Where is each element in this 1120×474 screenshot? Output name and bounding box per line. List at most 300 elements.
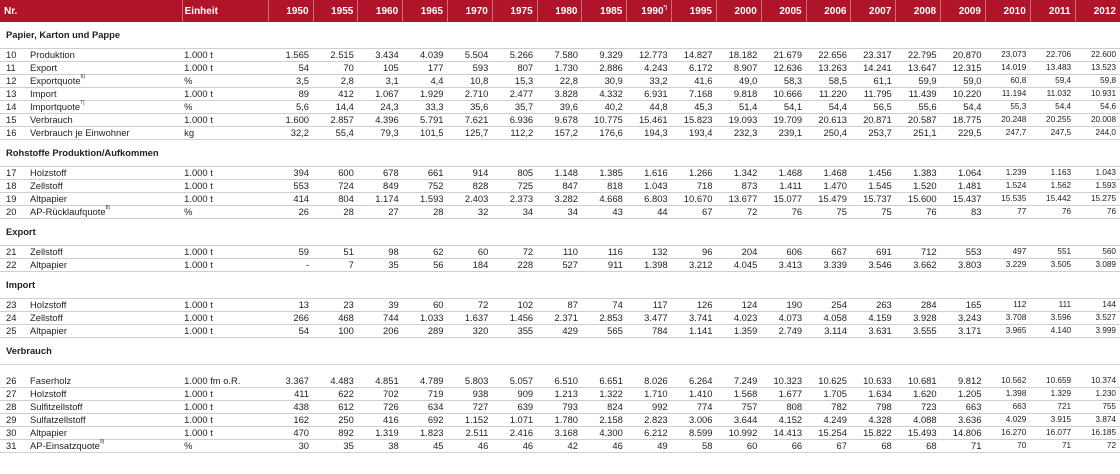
- value-cell: 68: [851, 440, 896, 453]
- value-cell: 527: [537, 259, 582, 272]
- value-cell: 247,7: [985, 127, 1030, 140]
- value-cell: 23: [313, 299, 358, 312]
- row-number: 31: [0, 440, 30, 453]
- value-cell: 247,5: [1030, 127, 1075, 140]
- value-cell: 6.172: [672, 62, 717, 75]
- value-cell: 45,3: [672, 101, 717, 114]
- value-cell: 68: [896, 440, 941, 453]
- header-year: 2006: [806, 0, 851, 22]
- row-label: Faserholz: [30, 375, 182, 388]
- value-cell: 744: [358, 312, 403, 325]
- value-cell: 20.587: [896, 114, 941, 127]
- value-cell: 4.088: [896, 414, 941, 427]
- value-cell: 10.374: [1075, 375, 1120, 388]
- header-year: 1990*): [627, 0, 672, 22]
- row-number: 25: [0, 325, 30, 338]
- row-number: 26: [0, 375, 30, 388]
- row-unit: 1.000 t: [182, 62, 268, 75]
- row-unit: 1.000 t: [182, 259, 268, 272]
- row-label: AP-Rücklaufquote$^{8)}$: [30, 206, 182, 219]
- value-cell: 721: [1030, 401, 1075, 414]
- footnote-marker: 8): [105, 205, 111, 211]
- row-label: AP-Einsatzquote$^{9)}$: [30, 440, 182, 453]
- value-cell: 11.220: [806, 88, 851, 101]
- value-cell: 5.266: [492, 49, 537, 62]
- table-row: [0, 101, 1120, 114]
- value-cell: 3,5: [268, 75, 313, 88]
- value-cell: 229,5: [941, 127, 986, 140]
- value-cell: 1.562: [1030, 180, 1075, 193]
- value-cell: 165: [941, 299, 986, 312]
- row-number: 29: [0, 414, 30, 427]
- value-cell: 1.929: [403, 88, 448, 101]
- value-cell: 58,3: [761, 75, 806, 88]
- value-cell: 16.185: [1075, 427, 1120, 440]
- header-year: 1975: [492, 0, 537, 22]
- value-cell: 2.403: [448, 193, 493, 206]
- value-cell: 15.823: [672, 114, 717, 127]
- row-number: 16: [0, 127, 30, 140]
- value-cell: 30,9: [582, 75, 627, 88]
- value-cell: 702: [358, 388, 403, 401]
- value-cell: 4.332: [582, 88, 627, 101]
- table-row: [0, 88, 1120, 101]
- value-cell: 6.212: [627, 427, 672, 440]
- value-cell: 3.631: [851, 325, 896, 338]
- value-cell: 35,7: [492, 101, 537, 114]
- value-cell: 59: [268, 246, 313, 259]
- value-cell: 4.058: [806, 312, 851, 325]
- value-cell: 79,3: [358, 127, 403, 140]
- value-cell: 4.300: [582, 427, 627, 440]
- value-cell: 2.749: [761, 325, 806, 338]
- value-cell: 228: [492, 259, 537, 272]
- value-cell: 1.470: [806, 180, 851, 193]
- value-cell: 101,5: [403, 127, 448, 140]
- value-cell: 32: [448, 206, 493, 219]
- row-label: Sulfatzellstoff: [30, 414, 182, 427]
- value-cell: 663: [985, 401, 1030, 414]
- value-cell: 22.706: [1030, 49, 1075, 62]
- value-cell: 992: [627, 401, 672, 414]
- value-cell: 470: [268, 427, 313, 440]
- value-cell: 4.140: [1030, 325, 1075, 338]
- row-unit: %: [182, 206, 268, 219]
- value-cell: 10.659: [1030, 375, 1075, 388]
- table-row: [0, 427, 1120, 440]
- row-unit: 1.000 t: [182, 325, 268, 338]
- table-row: [0, 62, 1120, 75]
- value-cell: 71: [941, 440, 986, 453]
- value-cell: 33,2: [627, 75, 672, 88]
- row-number: 24: [0, 312, 30, 325]
- value-cell: 1.730: [537, 62, 582, 75]
- value-cell: 43: [582, 206, 627, 219]
- table-row: [0, 440, 1120, 453]
- row-unit: 1.000 fm o.R.: [182, 375, 268, 388]
- value-cell: 782: [806, 401, 851, 414]
- value-cell: 89: [268, 88, 313, 101]
- value-cell: 1.637: [448, 312, 493, 325]
- value-cell: 600: [313, 167, 358, 180]
- value-cell: 251,1: [896, 127, 941, 140]
- value-cell: 13: [268, 299, 313, 312]
- row-label: Verbrauch: [30, 114, 182, 127]
- value-cell: 725: [492, 180, 537, 193]
- value-cell: 19.709: [761, 114, 806, 127]
- value-cell: 824: [582, 401, 627, 414]
- value-cell: 8.026: [627, 375, 672, 388]
- value-cell: 15.461: [627, 114, 672, 127]
- value-cell: 10.992: [716, 427, 761, 440]
- table-row: [0, 180, 1120, 193]
- value-cell: 13.677: [716, 193, 761, 206]
- footnote-marker: 6): [80, 74, 86, 80]
- value-cell: 4.152: [761, 414, 806, 427]
- header-year: 1970: [448, 0, 493, 22]
- value-cell: 30: [268, 440, 313, 453]
- value-cell: 51: [313, 246, 358, 259]
- value-cell: 497: [985, 246, 1030, 259]
- value-cell: 1.071: [492, 414, 537, 427]
- value-cell: 67: [672, 206, 717, 219]
- value-cell: 22.600: [1075, 49, 1120, 62]
- value-cell: 24,3: [358, 101, 403, 114]
- value-cell: 1.780: [537, 414, 582, 427]
- value-cell: 6.510: [537, 375, 582, 388]
- value-cell: 4.243: [627, 62, 672, 75]
- value-cell: 54: [268, 325, 313, 338]
- value-cell: 55,6: [896, 101, 941, 114]
- row-label: Altpapier: [30, 325, 182, 338]
- value-cell: 3.006: [672, 414, 717, 427]
- value-cell: 100: [313, 325, 358, 338]
- row-unit: 1.000 t: [182, 246, 268, 259]
- value-cell: 14.241: [851, 62, 896, 75]
- value-cell: 15.493: [896, 427, 941, 440]
- row-label: Import: [30, 88, 182, 101]
- value-cell: 75: [851, 206, 896, 219]
- value-cell: 914: [448, 167, 493, 180]
- value-cell: 54,6: [1075, 101, 1120, 114]
- value-cell: 718: [672, 180, 717, 193]
- value-cell: 3.803: [941, 259, 986, 272]
- value-cell: 14.806: [941, 427, 986, 440]
- value-cell: 15.442: [1030, 193, 1075, 206]
- value-cell: 112: [985, 299, 1030, 312]
- value-cell: 4.396: [358, 114, 403, 127]
- row-label: Verbrauch je Einwohner: [30, 127, 182, 140]
- value-cell: 87: [537, 299, 582, 312]
- value-cell: 593: [448, 62, 493, 75]
- section-row: [0, 22, 1120, 49]
- row-unit: 1.000 t: [182, 180, 268, 193]
- value-cell: 4.159: [851, 312, 896, 325]
- row-unit: 1.000 t: [182, 312, 268, 325]
- value-cell: 54: [268, 62, 313, 75]
- row-number: 27: [0, 388, 30, 401]
- header-year: 1965: [403, 0, 448, 22]
- row-unit: 1.000 t: [182, 114, 268, 127]
- table-header-row: [0, 0, 1120, 22]
- value-cell: 8.599: [672, 427, 717, 440]
- value-cell: 10.931: [1075, 88, 1120, 101]
- value-cell: 3.171: [941, 325, 986, 338]
- value-cell: 774: [672, 401, 717, 414]
- value-cell: 8.907: [716, 62, 761, 75]
- value-cell: 3.114: [806, 325, 851, 338]
- value-cell: 1.067: [358, 88, 403, 101]
- value-cell: 3.662: [896, 259, 941, 272]
- value-cell: 19.093: [716, 114, 761, 127]
- value-cell: 289: [403, 325, 448, 338]
- value-cell: 4.045: [716, 259, 761, 272]
- value-cell: 105: [358, 62, 403, 75]
- value-cell: 892: [313, 427, 358, 440]
- value-cell: 3.282: [537, 193, 582, 206]
- value-cell: 1.064: [941, 167, 986, 180]
- value-cell: 10.625: [806, 375, 851, 388]
- value-cell: 33,3: [403, 101, 448, 114]
- value-cell: 1.568: [716, 388, 761, 401]
- row-number: 15: [0, 114, 30, 127]
- row-label: Altpapier: [30, 193, 182, 206]
- value-cell: 15.600: [896, 193, 941, 206]
- value-cell: 1.410: [672, 388, 717, 401]
- value-cell: 14,4: [313, 101, 358, 114]
- table-row: [0, 259, 1120, 272]
- value-cell: 612: [313, 401, 358, 414]
- value-cell: 1.385: [582, 167, 627, 180]
- value-cell: 11.439: [896, 88, 941, 101]
- value-cell: 663: [941, 401, 986, 414]
- value-cell: 4.039: [403, 49, 448, 62]
- value-cell: 798: [851, 401, 896, 414]
- value-cell: 112,2: [492, 127, 537, 140]
- value-cell: 62: [403, 246, 448, 259]
- value-cell: 46: [448, 440, 493, 453]
- value-cell: 849: [358, 180, 403, 193]
- value-cell: 719: [403, 388, 448, 401]
- value-cell: 2.515: [313, 49, 358, 62]
- value-cell: 250,4: [806, 127, 851, 140]
- value-cell: 22,8: [537, 75, 582, 88]
- row-unit: kg: [182, 127, 268, 140]
- value-cell: 3.212: [672, 259, 717, 272]
- value-cell: 72: [1075, 440, 1120, 453]
- value-cell: 2.158: [582, 414, 627, 427]
- value-cell: 553: [941, 246, 986, 259]
- value-cell: 20.871: [851, 114, 896, 127]
- value-cell: 23.073: [985, 49, 1030, 62]
- row-label: Holzstoff: [30, 388, 182, 401]
- row-unit: 1.000 t: [182, 193, 268, 206]
- value-cell: 3.477: [627, 312, 672, 325]
- value-cell: 49,0: [716, 75, 761, 88]
- value-cell: 1.456: [851, 167, 896, 180]
- value-cell: 124: [716, 299, 761, 312]
- table-row: [0, 312, 1120, 325]
- value-cell: 1.043: [1075, 167, 1120, 180]
- section-title: Verbrauch: [0, 338, 1120, 365]
- header-year: 1955: [313, 0, 358, 22]
- value-cell: 59,4: [1030, 75, 1075, 88]
- header-year: 2007: [851, 0, 896, 22]
- value-cell: 206: [358, 325, 403, 338]
- value-cell: 10.670: [672, 193, 717, 206]
- value-cell: 5.057: [492, 375, 537, 388]
- value-cell: 10.562: [985, 375, 1030, 388]
- value-cell: 15.275: [1075, 193, 1120, 206]
- value-cell: 54,4: [941, 101, 986, 114]
- value-cell: 177: [403, 62, 448, 75]
- value-cell: 20.613: [806, 114, 851, 127]
- value-cell: 3.828: [537, 88, 582, 101]
- value-cell: 1.152: [448, 414, 493, 427]
- value-cell: 1.616: [627, 167, 672, 180]
- header-year: 1960: [358, 0, 403, 22]
- value-cell: 42: [537, 440, 582, 453]
- row-label: Zellstoff: [30, 246, 182, 259]
- value-cell: 3.505: [1030, 259, 1075, 272]
- row-unit: 1.000 t: [182, 88, 268, 101]
- value-cell: 13.523: [1075, 62, 1120, 75]
- value-cell: 3,1: [358, 75, 403, 88]
- row-number: 11: [0, 62, 30, 75]
- value-cell: 284: [896, 299, 941, 312]
- value-cell: 5.803: [448, 375, 493, 388]
- value-cell: -: [268, 259, 313, 272]
- value-cell: 39,6: [537, 101, 582, 114]
- value-cell: 1.205: [941, 388, 986, 401]
- value-cell: 2.710: [448, 88, 493, 101]
- value-cell: 26: [268, 206, 313, 219]
- row-unit: 1.000 t: [182, 167, 268, 180]
- value-cell: 2.853: [582, 312, 627, 325]
- value-cell: 7: [313, 259, 358, 272]
- header-year: 2009: [941, 0, 986, 22]
- value-cell: 1.359: [716, 325, 761, 338]
- row-number: 20: [0, 206, 30, 219]
- value-cell: 1.411: [761, 180, 806, 193]
- value-cell: 1.524: [985, 180, 1030, 193]
- value-cell: 60: [403, 299, 448, 312]
- value-cell: 1.043: [627, 180, 672, 193]
- value-cell: 9.678: [537, 114, 582, 127]
- value-cell: 757: [716, 401, 761, 414]
- value-cell: 96: [672, 246, 717, 259]
- value-cell: 2.371: [537, 312, 582, 325]
- value-cell: 468: [313, 312, 358, 325]
- value-cell: 1.383: [896, 167, 941, 180]
- value-cell: 553: [268, 180, 313, 193]
- value-cell: 16.270: [985, 427, 1030, 440]
- value-cell: 44: [627, 206, 672, 219]
- value-cell: 667: [806, 246, 851, 259]
- value-cell: 125,7: [448, 127, 493, 140]
- value-cell: 15.077: [761, 193, 806, 206]
- header-year: 2008: [896, 0, 941, 22]
- value-cell: 20.008: [1075, 114, 1120, 127]
- table-row: [0, 114, 1120, 127]
- value-cell: 14.019: [985, 62, 1030, 75]
- row-label: Produktion: [30, 49, 182, 62]
- value-cell: 1.033: [403, 312, 448, 325]
- value-cell: 1.481: [941, 180, 986, 193]
- value-cell: 1.468: [761, 167, 806, 180]
- value-cell: 22.656: [806, 49, 851, 62]
- row-label: Altpapier: [30, 259, 182, 272]
- value-cell: 6.936: [492, 114, 537, 127]
- value-cell: 727: [448, 401, 493, 414]
- value-cell: 102: [492, 299, 537, 312]
- value-cell: 28: [313, 206, 358, 219]
- value-cell: 438: [268, 401, 313, 414]
- value-cell: 414: [268, 193, 313, 206]
- value-cell: 2,8: [313, 75, 358, 88]
- value-cell: 15.437: [941, 193, 986, 206]
- value-cell: 784: [627, 325, 672, 338]
- value-cell: 5,6: [268, 101, 313, 114]
- spacer-row: [0, 365, 1120, 376]
- value-cell: 1.634: [851, 388, 896, 401]
- value-cell: 45: [403, 440, 448, 453]
- value-cell: 55,3: [985, 101, 1030, 114]
- value-cell: 1.677: [761, 388, 806, 401]
- value-cell: 691: [851, 246, 896, 259]
- row-number: 13: [0, 88, 30, 101]
- row-unit: 1.000 t: [182, 388, 268, 401]
- value-cell: 551: [1030, 246, 1075, 259]
- value-cell: 2.416: [492, 427, 537, 440]
- value-cell: 3.596: [1030, 312, 1075, 325]
- row-label: Zellstoff: [30, 312, 182, 325]
- row-unit: 1.000 t: [182, 49, 268, 62]
- value-cell: 2.373: [492, 193, 537, 206]
- footnote-marker: *): [663, 4, 668, 11]
- value-cell: 10.323: [761, 375, 806, 388]
- value-cell: 75: [806, 206, 851, 219]
- footnote-marker: 7): [80, 100, 85, 106]
- value-cell: 72: [492, 246, 537, 259]
- value-cell: 20.870: [941, 49, 986, 62]
- value-cell: 13.647: [896, 62, 941, 75]
- value-cell: 1.468: [806, 167, 851, 180]
- value-cell: 1.398: [627, 259, 672, 272]
- header-unit: Einheit: [182, 0, 268, 22]
- value-cell: 16.077: [1030, 427, 1075, 440]
- value-cell: 22.795: [896, 49, 941, 62]
- row-unit: %: [182, 75, 268, 88]
- value-cell: 56,5: [851, 101, 896, 114]
- value-cell: 110: [537, 246, 582, 259]
- value-cell: 72: [448, 299, 493, 312]
- value-cell: 126: [672, 299, 717, 312]
- value-cell: 805: [492, 167, 537, 180]
- value-cell: 66: [761, 440, 806, 453]
- value-cell: 2.477: [492, 88, 537, 101]
- value-cell: 1.600: [268, 114, 313, 127]
- value-cell: 661: [403, 167, 448, 180]
- value-cell: 4.029: [985, 414, 1030, 427]
- value-cell: 144: [1075, 299, 1120, 312]
- value-cell: 9.329: [582, 49, 627, 62]
- section-title: Import: [0, 272, 1120, 299]
- header-year: 2012: [1093, 5, 1116, 17]
- row-number: 14: [0, 101, 30, 114]
- value-cell: 911: [582, 259, 627, 272]
- value-cell: 253,7: [851, 127, 896, 140]
